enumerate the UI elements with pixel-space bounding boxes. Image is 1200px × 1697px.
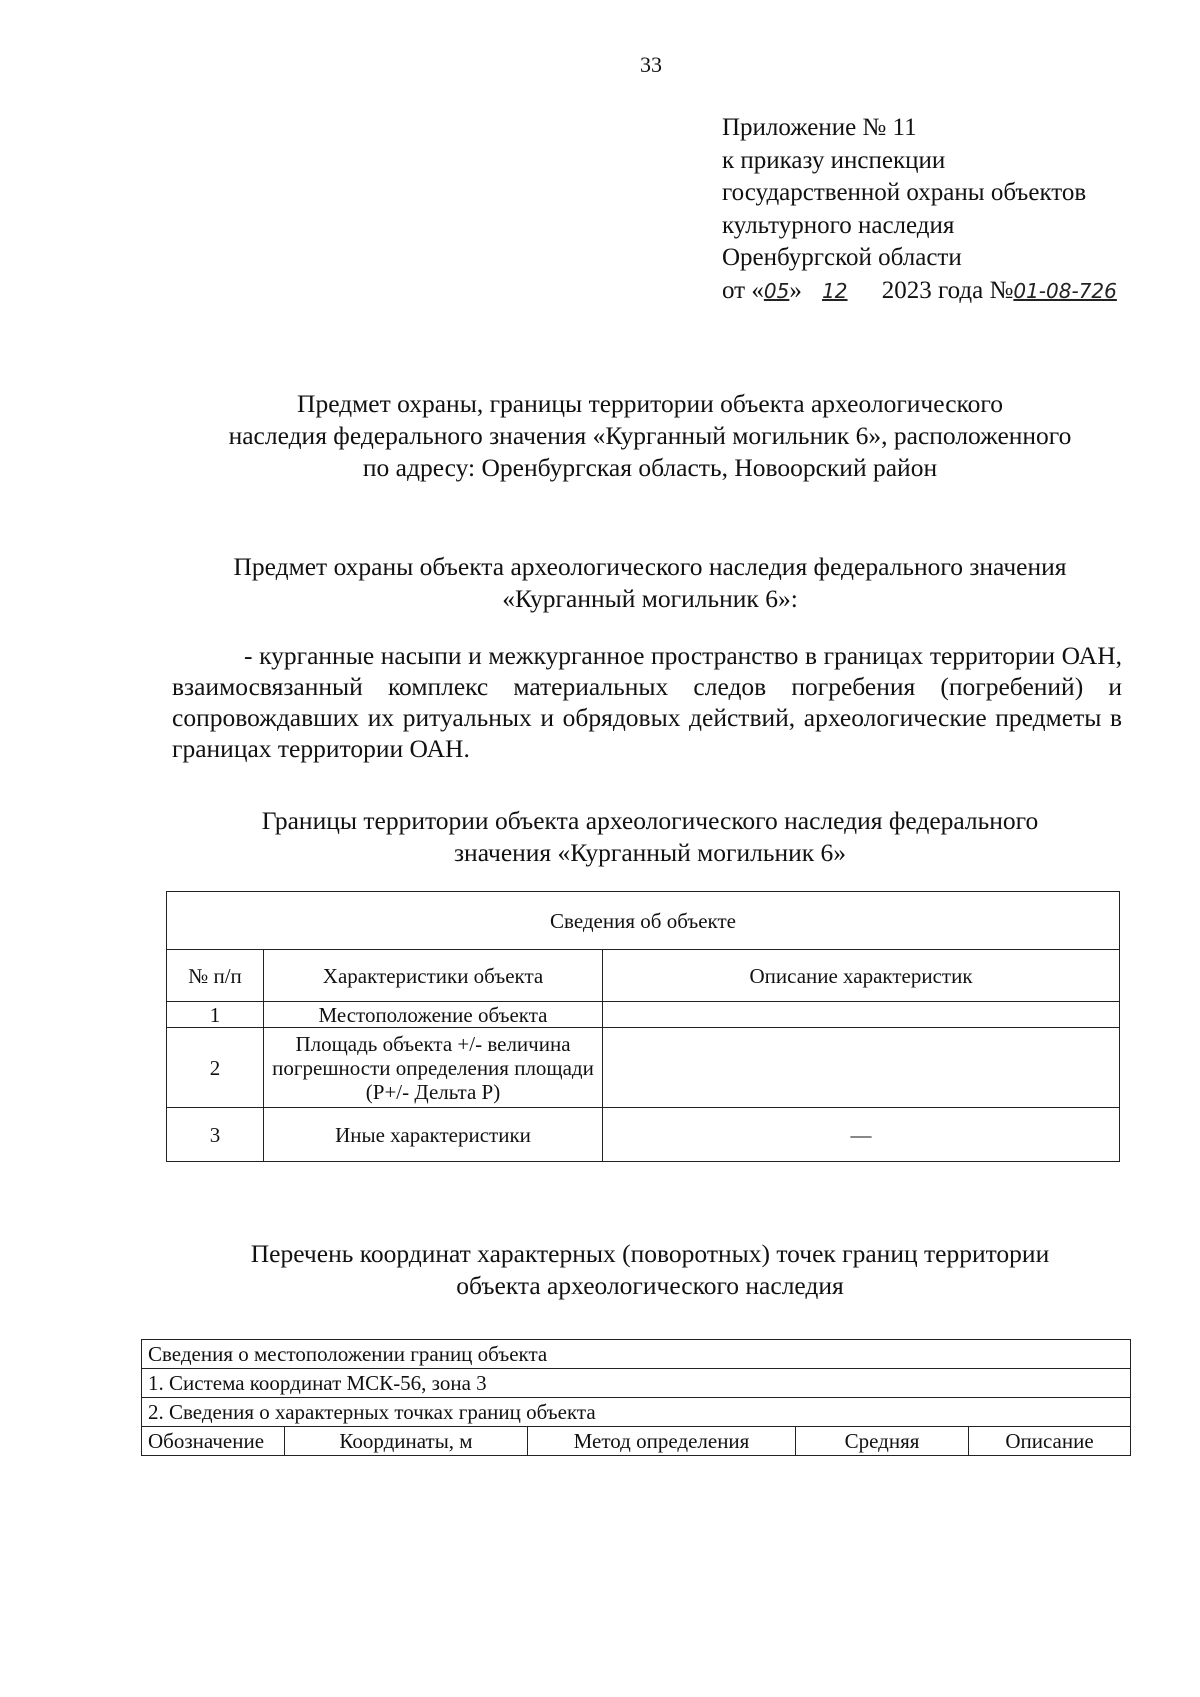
header-description: Описание характеристик <box>603 950 1120 1002</box>
order-number-handwritten: 01-08-726 <box>1013 278 1117 303</box>
coords-table-row-location: Сведения о местоположении границ объекта <box>142 1340 1131 1369</box>
bounds-heading-line-2: значения «Курганный могильник 6» <box>453 838 847 867</box>
row-characteristic: Иные характеристики <box>264 1108 603 1162</box>
coords-table <box>141 1339 1131 1456</box>
header-num: № п/п <box>167 950 264 1002</box>
appendix-block <box>722 112 1117 307</box>
row-num: 3 <box>167 1108 264 1162</box>
row-description <box>603 1028 1120 1108</box>
page-number: 33 <box>640 52 662 77</box>
header-characteristic: Характеристики объекта <box>264 950 603 1002</box>
date-year: 2023 года № <box>881 276 1014 304</box>
object-table <box>166 891 1120 1162</box>
subject-heading-line-1: Предмет охраны объекта археологического наследия федерального значения <box>233 552 1067 581</box>
subject-heading <box>170 551 1130 615</box>
coords-heading-line-1: Перечень координат характерных (поворотных) точек границ территории <box>250 1239 1050 1268</box>
subject-paragraph: - курганные насыпи и межкурганное пространство в границах территории ОАН, взаимосвязанный комплекс материальных следов погребения (погребений) и сопровождавших их ритуальных и обрядовых действий, археологические предметы в границах территории ОАН. <box>172 641 1122 763</box>
object-table-caption: Сведения об объекте <box>167 892 1120 950</box>
date-prefix: от « <box>722 276 764 304</box>
appendix-date-line <box>722 275 1117 308</box>
header-mean: Средняя <box>796 1427 969 1456</box>
coords-table-row-system: 1. Система координат МСК-56, зона 3 <box>142 1369 1131 1398</box>
table-row <box>167 1028 1120 1108</box>
title-line-2: наследия федерального значения «Курганный могильник 6», расположенного <box>228 421 1072 450</box>
table-row <box>167 1108 1120 1162</box>
bounds-heading-line-1: Границы территории объекта археологического наследия федерального <box>261 806 1039 835</box>
document-title <box>170 388 1130 484</box>
row-description: — <box>603 1108 1120 1162</box>
header-coordinates: Координаты, м <box>285 1427 528 1456</box>
header-designation: Обозначение <box>142 1427 285 1456</box>
row-characteristic: Местоположение объекта <box>264 1002 603 1028</box>
date-mid: » <box>789 276 802 304</box>
row-description <box>603 1002 1120 1028</box>
appendix-line-5: Оренбургской области <box>722 244 962 271</box>
header-description: Описание <box>969 1427 1131 1456</box>
header-method: Метод определения <box>528 1427 796 1456</box>
coords-heading <box>170 1238 1130 1302</box>
bounds-heading <box>170 805 1130 869</box>
subject-heading-line-2: «Курганный могильник 6»: <box>502 584 798 613</box>
date-month-handwritten: 12 <box>822 278 848 303</box>
title-line-1: Предмет охраны, границы территории объекта археологического <box>297 389 1003 418</box>
row-num: 2 <box>167 1028 264 1108</box>
row-num: 1 <box>167 1002 264 1028</box>
appendix-line-4: культурного наследия <box>722 211 955 239</box>
title-line-3: по адресу: Оренбургская область, Новоорский район <box>362 453 938 482</box>
appendix-line-1: Приложение № 11 <box>722 114 917 141</box>
coords-table-row-points: 2. Сведения о характерных точках границ объекта <box>142 1398 1131 1427</box>
table-row <box>167 1002 1120 1028</box>
row-characteristic: Площадь объекта +/- величина погрешности определения площади (P+/- Дельта P) <box>264 1028 603 1108</box>
coords-heading-line-2: объекта археологического наследия <box>456 1271 844 1300</box>
appendix-line-2: к приказу инспекции <box>722 146 946 174</box>
appendix-line-3: государственной охраны объектов <box>722 179 1087 206</box>
date-day-handwritten: 05 <box>763 278 790 303</box>
